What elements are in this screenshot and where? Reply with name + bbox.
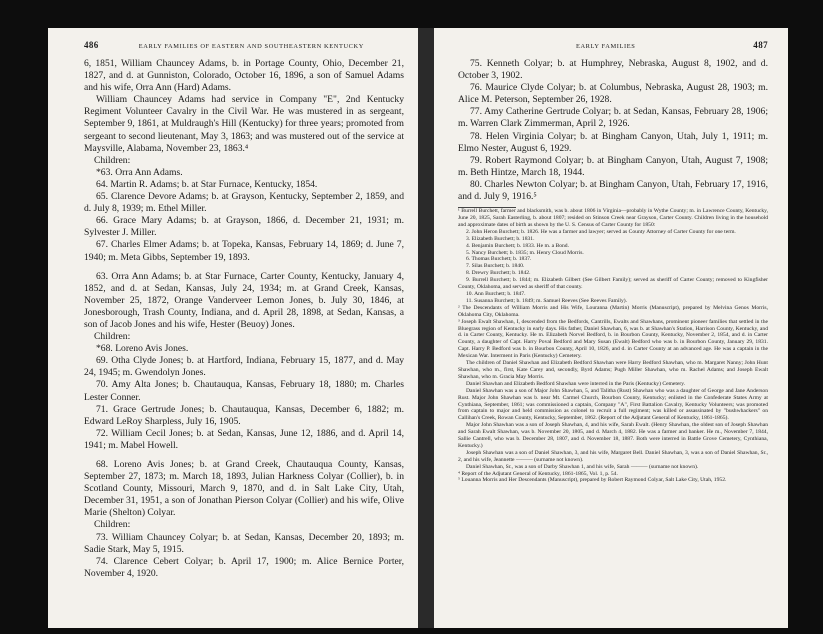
paragraph-gap bbox=[84, 452, 404, 459]
footnote-line: 5. Nancy Burchett; b. 1835; m. Henry Cloud Morris. bbox=[466, 249, 584, 256]
footnote-line: Daniel Shawhan and Elizabeth Bedford Shawhan were interred in the Paris (Kentucky) Cemetery. bbox=[466, 380, 686, 387]
footnote-line: The children of Daniel Shawhan and Elizabeth Bedford Shawhan were Harry Bedford Shawhan, who m. Margaret Nanny; John Hunt Shawhan, who m., first, Kate Carey and, secondly, Byrd Adams; Pugh Miller Shawhan, who m. Rachel Adams; and Joseph Ewalt Shawhan, who m. Gracia May Morris. bbox=[458, 360, 768, 380]
footnote-line: ² The Descendants of William Morris and His Wife, Louranna (Martin) Morris (Manuscript), prepared by Melvina Genos Morris, Oklahoma City, Oklahoma. bbox=[458, 304, 768, 318]
footnotes bbox=[458, 208, 768, 484]
running-head-right bbox=[458, 40, 768, 50]
text-line: 77. Amy Catherine Gertrude Colyar; b. at Sedan, Kansas, February 28, 1906; m. Warren Clark Zimmerman, April 2, 1926. bbox=[458, 106, 768, 130]
text-line: 76. Maurice Clyde Colyar; b. at Columbus, Nebraska, August 28, 1903; m. Alice M. Peterson, September 26, 1928. bbox=[458, 82, 768, 106]
book-gutter bbox=[418, 28, 434, 628]
left-page bbox=[48, 28, 418, 628]
text-line: 68. Loreno Avis Jones; b. at Grand Creek, Chautauqua County, Kansas, September 27, 1873; m. March 18, 1893, Julian Harkness Colyar (Collier), b. in Scotland County, Missouri, March 9, 1870, and d. in Salt Lake City, Utah, December 31, 1951, a son of Jonathan Pierson Colyar (Collier) and his wife, Olive Marie (Shelton) Colyar. bbox=[84, 459, 404, 519]
text-line: 63. Orra Ann Adams; b. at Star Furnace, Carter County, Kentucky, January 4, 1852, and d. at Sedan, Kansas, July 24, 1934; m. at Grand Creek, Kansas, November 25, 1872, Orange Vanderveer Lemon Jones, b. July 30, 1846, at Jonesborough, Trash County, Indiana, and d. April 28, 1898, at Sedan, Kansas, a son of Jacob Jones and his wife, Hester (Beuoy) Jones. bbox=[84, 270, 404, 330]
footnote-line: 3. Elizabeth Burchett; b. 1831. bbox=[466, 235, 535, 242]
right-page bbox=[434, 28, 788, 628]
footnote-line: Major John Shawhan was a son of Joseph Shawhan, 4, and his wife, Sarah Ewalt. (Henry Shawhan, the oldest son of Joseph Shawhan and Sarah Ewalt Shawhan, was b. November 20, 1805, and d. March 4, 1882. He was a farmer and banker. He m., November 7, 1844, Sallie Cantrell, who was b. December 28, 1807, and d. November 18, 1887. Both were interred in Battle Grove Cemetery, Cynthiana, Kentucky.) bbox=[458, 422, 768, 449]
text-line: 66. Grace Mary Adams; b. at Grayson, 1866, d. December 21, 1931; m. Sylvester J. Miller. bbox=[84, 215, 404, 239]
text-line: *63. Orra Ann Adams. bbox=[96, 166, 183, 178]
text-line: 69. Otha Clyde Jones; b. at Hartford, Indiana, February 15, 1877, and d. May 24, 1945; m. Gwendolyn Jones. bbox=[84, 355, 404, 379]
text-line: 74. Clarence Cebert Colyar; b. April 17, 1900; m. Alice Bernice Porter, November 4, 1920. bbox=[84, 555, 404, 579]
text-line: 70. Amy Alta Jones; b. Chautauqua, Kansas, February 18, 1880; m. Charles Lester Conner. bbox=[84, 379, 404, 403]
footnote-line: Daniel Shawhan, Sr., was a son of Darby Shawhan 1, and his wife, Sarah ——— (surname not known). bbox=[466, 463, 699, 470]
text-line: 6, 1851, William Chauncey Adams, b. in Portage County, Ohio, December 21, 1827, and d. at Gunniston, Colorado, October 16, 1896, a son of Samuel Adams and his wife, Orra Ann (Hard) Adams. bbox=[84, 58, 404, 94]
text-line: 73. William Chauncey Colyar; b. at Sedan, Kansas, December 20, 1893; m. Sadie Stark, May 5, 1915. bbox=[84, 531, 404, 555]
footnote-line: Joseph Shawhan was a son of Daniel Shawhan, 3, and his wife, Margaret Bell. Daniel Shawhan, 3, was a son of Daniel Shawhan, Sr., 2, and his wife, Jeannette ——— (surname not known). bbox=[458, 449, 768, 463]
footnote-line: Daniel Shawhan was a son of Major John Shawhan, 5, and Talitha (Rust) Shawhan who was a daughter of George and Jane Anderson Rust. Major John Shawhan was b. near Mt. Carmel Church, Bourbon County, Kentucky; enlisted in the Confederate States Army at Cynthiana, September, 1861; was commissioned a captain, Company "A", First Battalion Cavalry, Kentucky Volunteers; was promoted from captain to major and held commission as colonel to recruit a full regiment; was killed or assassinated by "bushwhackers" on Callihan's Creek, Rowan County, Kentucky, September, 1862. (Report of the Adjutant General of Kentucky, 1861-1865). bbox=[458, 387, 768, 422]
footnote-line: 4. Benjamin Burchett; b. 1833. He m. a Bond. bbox=[466, 242, 570, 249]
footnote-line: ⁴ Report of the Adjutant General of Kentucky, 1861-1865, Vol. 1, p. 54. bbox=[458, 470, 618, 477]
text-line: Children: bbox=[94, 154, 131, 166]
text-line: Children: bbox=[94, 331, 131, 343]
text-line: 64. Martin R. Adams; b. at Star Furnace, Kentucky, 1854. bbox=[96, 178, 318, 190]
running-title-right: EARLY FAMILIES bbox=[575, 43, 636, 50]
text-line: 71. Grace Gertrude Jones; b. Chautauqua, Kansas, December 6, 1882; m. Edward LeRoy Sharpless, July 16, 1905. bbox=[84, 403, 404, 427]
footnote-line: 9. Burrell Burchett; b. 1844; m. Elizabeth Gilbert (See Gilbert Family); served as sheriff of Carter County; removed to Kingfisher County, Oklahoma, and served as sheriff of that county. bbox=[458, 277, 768, 291]
page-number-left: 486 bbox=[84, 40, 99, 50]
footnote-line: 2. John Heron Burchett; b. 1826. He was a farmer and lawyer; served as County Attorney of Carter County for one term. bbox=[466, 228, 736, 235]
left-body-text bbox=[84, 58, 404, 580]
footnote-line: 8. Drewry Burchett; b. 1842. bbox=[466, 270, 531, 277]
text-line: *68. Loreno Avis Jones. bbox=[96, 343, 189, 355]
text-line: 65. Clarence Devore Adams; b. at Grayson, Kentucky, September 2, 1859, and d. July 8, 1939; m. Ethel Miller. bbox=[84, 191, 404, 215]
text-line: William Chauncey Adams had service in Company "E", 2nd Kentucky Regiment Volunteer Cavalry in the Civil War. He was mustered in as sergeant, September 9, 1861, at Muldraugh's Hill (Kentucky) for three years; promoted from sergeant to second lieutenant, May 3, 1863; and was mustered out of the service at Maysville, Alabama, November 23, 1863.⁴ bbox=[84, 94, 404, 154]
right-body-text bbox=[458, 58, 768, 203]
text-line: 80. Charles Newton Colyar; b. at Bingham Canyon, Utah, February 17, 1916, and d. July 9, 1916.⁵ bbox=[458, 178, 768, 203]
footnote-line: ¹ Burrell Burchett, farmer and blacksmith, was b. about 1806 in Virginia—probably in Wythe County; m. in Lawrence County, Kentucky, June 20, 1825, Sarah Easterling, b. about 1807; resided on Stinson Creek near Grayson, Carter County. Children living in the household and approximate dates of birth as shown by the U. S. Census of Carter County for 1850: bbox=[458, 208, 768, 228]
footnote-line: 6. Thomas Burchett; b. 1837. bbox=[466, 256, 532, 263]
text-line: 67. Charles Elmer Adams; b. at Topeka, Kansas, February 14, 1869; d. June 7, 1940; m. Meta Gibbs, September 19, 1893. bbox=[84, 239, 404, 263]
footnote-line: 11. Susanna Burchett; b. 1849; m. Samuel Reeves (See Reeves Family). bbox=[466, 297, 628, 304]
footnote-line: ⁵ Louanna Morris and Her Descendants (Manuscript), prepared by Robert Raymond Colyar, Salt Lake City, Utah, 1952. bbox=[458, 477, 727, 484]
footnote-line: 7. Silas Burchett; b. 1840. bbox=[466, 263, 525, 270]
text-line: 75. Kenneth Colyar; b. at Humphrey, Nebraska, August 8, 1902, and d. October 3, 1902. bbox=[458, 58, 768, 82]
running-head-left bbox=[84, 40, 404, 50]
text-line: 78. Helen Virginia Colyar; b. at Bingham Canyon, Utah, July 1, 1911; m. Elmo Nester, August 6, 1929. bbox=[458, 130, 768, 154]
page-number-right: 487 bbox=[753, 40, 768, 50]
text-line: 72. William Cecil Jones; b. at Sedan, Kansas, June 12, 1886, and d. April 14, 1941; m. Mabel Howell. bbox=[84, 427, 404, 451]
footnote-line: ³ Joseph Ewalt Shawhan, I, descended from the Bedfords, Cantrills, Ewalts and Shawhans, prominent pioneer families that settled in the Bluegrass region of Kentucky in early days. His father, Daniel Shawhan, 6, was b. at Shawhan's Station, Harrison County, Kentucky, and d. in Carter County, Kentucky. He m. Elizabeth Norvel Bedford, b. in Bourbon County, Kentucky, November 2, 1854, and d. in Carter County, a daughter of Capt. Harry Poval Bedford and Mary Susan (Ewalt) Bedford who was b. in Bourbon County, January 29, 1831. Capt. Harry P. Bedford was b. in Bourbon County, April 10, 1826, and d. in Carter County at an advanced age. He was a captain in the Mexican War. Interment in Paris (Kentucky) Cemetery. bbox=[458, 318, 768, 360]
footnote-line: 10. Ann Burchett; b. 1847. bbox=[466, 291, 526, 297]
text-line: 79. Robert Raymond Colyar; b. at Bingham Canyon, Utah, August 7, 1908; m. Beth Hintze, March 18, 1944. bbox=[458, 154, 768, 178]
text-line: Children: bbox=[94, 519, 131, 531]
paragraph-gap bbox=[84, 264, 404, 271]
running-title-left: EARLY FAMILIES OF EASTERN AND SOUTHEASTERN KENTUCKY bbox=[138, 43, 364, 50]
